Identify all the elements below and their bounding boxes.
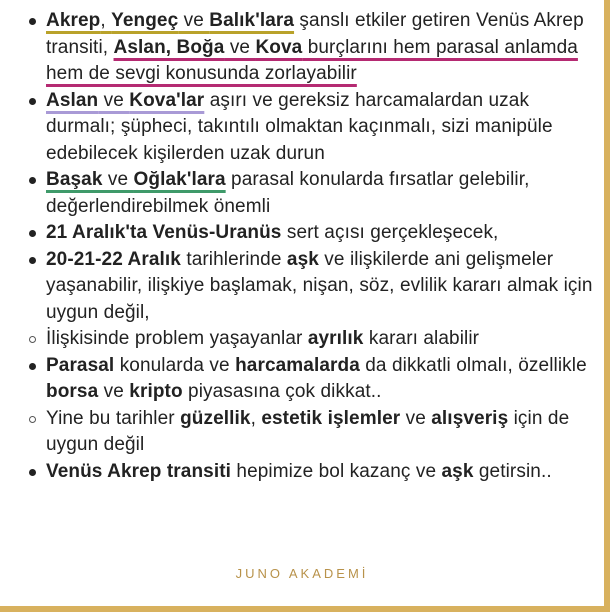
text-run: sert açısı gerçekleşecek,: [281, 222, 499, 243]
bold-text: Aslan, Boğa: [113, 36, 225, 58]
bold-text: Başak: [46, 169, 103, 190]
bullet-list: [28, 8, 594, 485]
bullet-item: [28, 220, 594, 247]
text-run: burçlarını hem parasal anlamda hem de sevgi konusunda zorlayabilir: [46, 36, 578, 84]
bullet-item: [28, 167, 594, 220]
bold-text: güzellik: [180, 407, 251, 429]
bold-text: Venüs Akrep transiti: [46, 460, 232, 482]
text-run: konularda ve: [114, 354, 236, 376]
bold-text: alışveriş: [431, 407, 509, 429]
bold-text: aşk: [286, 248, 319, 270]
text-run: da dikkatli olmalı, özellikle: [359, 354, 587, 376]
bold-text: Kova: [255, 36, 303, 58]
text-run: şanslı etkiler getiren Venüs Akrep transiti,: [46, 10, 584, 58]
bold-text: Aslan: [46, 89, 99, 111]
bold-text: Yengeç: [111, 10, 179, 31]
bold-text: Oğlak'lara: [133, 169, 226, 190]
text-run: parasal konularda fırsatlar gelebilir, değerlendirebilmek önemli: [46, 169, 530, 217]
text-run: piyasasına çok dikkat..: [182, 381, 382, 402]
text-run: hepimize bol kazanç ve: [231, 460, 442, 482]
text-run: ve: [178, 10, 210, 31]
text-run: ve: [102, 169, 134, 190]
bold-text: estetik işlemler: [261, 407, 401, 429]
brand-footer: JUNO AKADEMİ: [235, 566, 369, 581]
bold-text: kripto: [129, 381, 183, 402]
bold-text: aşk: [441, 460, 474, 482]
text-run: Yine bu tarihler: [46, 407, 181, 429]
bullet-item: [28, 406, 594, 459]
bold-text: ayrılık: [307, 328, 364, 349]
bold-text: Akrep: [46, 10, 101, 31]
text-run: ve: [224, 36, 256, 58]
text-run: için de uygun değil: [46, 407, 570, 455]
text-run: ,: [250, 407, 262, 429]
text-run: getirsin..: [473, 460, 552, 482]
bold-text: 21 Aralık'ta Venüs-Uranüs: [46, 222, 282, 243]
text-run: ,: [100, 10, 112, 31]
bold-text: Parasal: [46, 354, 115, 376]
text-run: ve: [98, 381, 130, 402]
bold-text: borsa: [46, 381, 99, 402]
text-run: İlişkisinde problem yaşayanlar: [46, 328, 308, 349]
bullet-item: [28, 88, 594, 168]
text-run: ve ilişkilerde ani gelişmeler yaşanabilir, ilişkiye başlamak, nişan, söz, evlilik kararı almak için uygun değil,: [46, 248, 593, 323]
text-run: kararı alabilir: [363, 328, 480, 349]
bold-text: 20-21-22 Aralık: [46, 248, 181, 270]
bold-text: Kova'lar: [129, 89, 205, 111]
text-run: aşırı ve gereksiz harcamalardan uzak durmalı; şüpheci, takıntılı olmaktan kaçınmalı, sizi manipüle edebilecek kişilerden uzak durun: [46, 89, 553, 164]
bullet-item: [28, 8, 594, 88]
text-run: ve: [400, 407, 432, 429]
bullet-item: [28, 326, 594, 353]
bullet-item: [28, 353, 594, 406]
bullet-item: [28, 459, 594, 486]
text-run: tarihlerinde: [180, 248, 287, 270]
text-run: ve: [98, 89, 130, 111]
bold-text: harcamalarda: [235, 354, 360, 376]
bold-text: Balık'lara: [209, 10, 295, 31]
bullet-item: [28, 247, 594, 327]
